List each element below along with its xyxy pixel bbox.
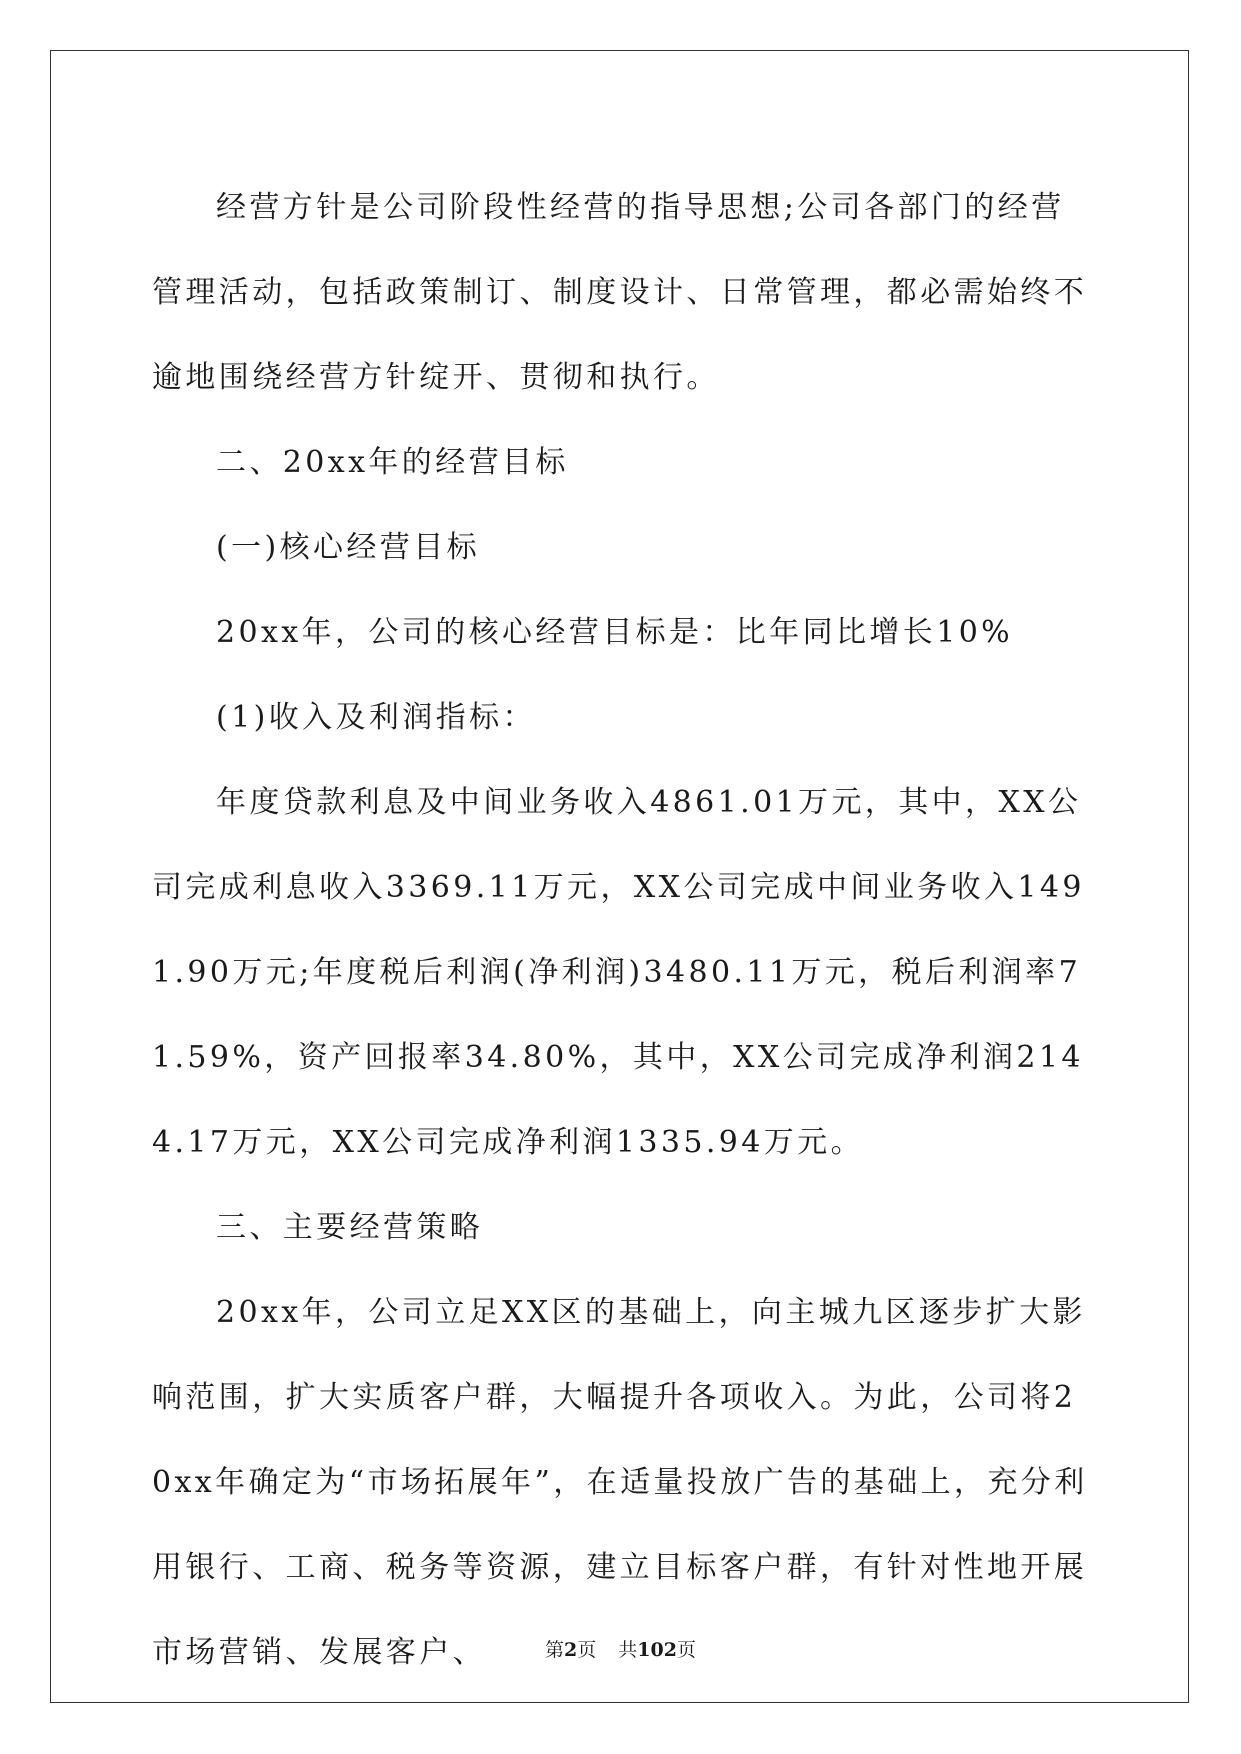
footer-page-suffix: 页 bbox=[577, 1639, 597, 1661]
paragraph-income-profit: 年度贷款利息及中间业务收入4861.01万元，其中，XX公司完成利息收入3369.11万元，XX公司完成中间业务收入1491.90万元;年度税后利润(净利润)3480.11万元，税后利润率71.59%，资产回报率34.80%，其中，XX公司完成净利润2144.17万元，XX公司完成净利润1335.94万元。 bbox=[152, 785, 1085, 1160]
footer-total-suffix: 页 bbox=[676, 1639, 696, 1661]
paragraph-business-policy: 经营方针是公司阶段性经营的指导思想;公司各部门的经营管理活动，包括政策制订、制度设计、日常管理，都必需始终不逾地围绕经营方针绽开、贯彻和执行。 bbox=[152, 190, 1088, 395]
heading-core-goal: (一)核心经营目标 bbox=[216, 530, 481, 565]
page-footer bbox=[0, 1635, 1241, 1662]
heading-section-two: 二、20xx年的经营目标 bbox=[216, 445, 569, 480]
paragraph-core-goal: 20xx年，公司的核心经营目标是：比年同比增长10% bbox=[216, 615, 1014, 650]
footer-page-prefix: 第 bbox=[545, 1639, 565, 1661]
heading-section-three: 三、主要经营策略 bbox=[216, 1210, 484, 1245]
footer-page-total: 102 bbox=[637, 1639, 677, 1661]
document-body bbox=[152, 165, 1092, 1695]
footer-page-current: 2 bbox=[564, 1639, 578, 1661]
heading-income-profit: (1)收入及利润指标： bbox=[216, 700, 536, 735]
footer-total-prefix: 共 bbox=[618, 1639, 638, 1661]
paragraph-strategy: 20xx年，公司立足XX区的基础上，向主城九区逐步扩大影响范围，扩大实质客户群，大幅提升各项收入。为此，公司将20xx年确定为“市场拓展年”，在适量投放广告的基础上，充分利用银行、工商、税务等资源，建立目标客户群，有针对性地开展市场营销、发展客户、 bbox=[152, 1295, 1088, 1670]
